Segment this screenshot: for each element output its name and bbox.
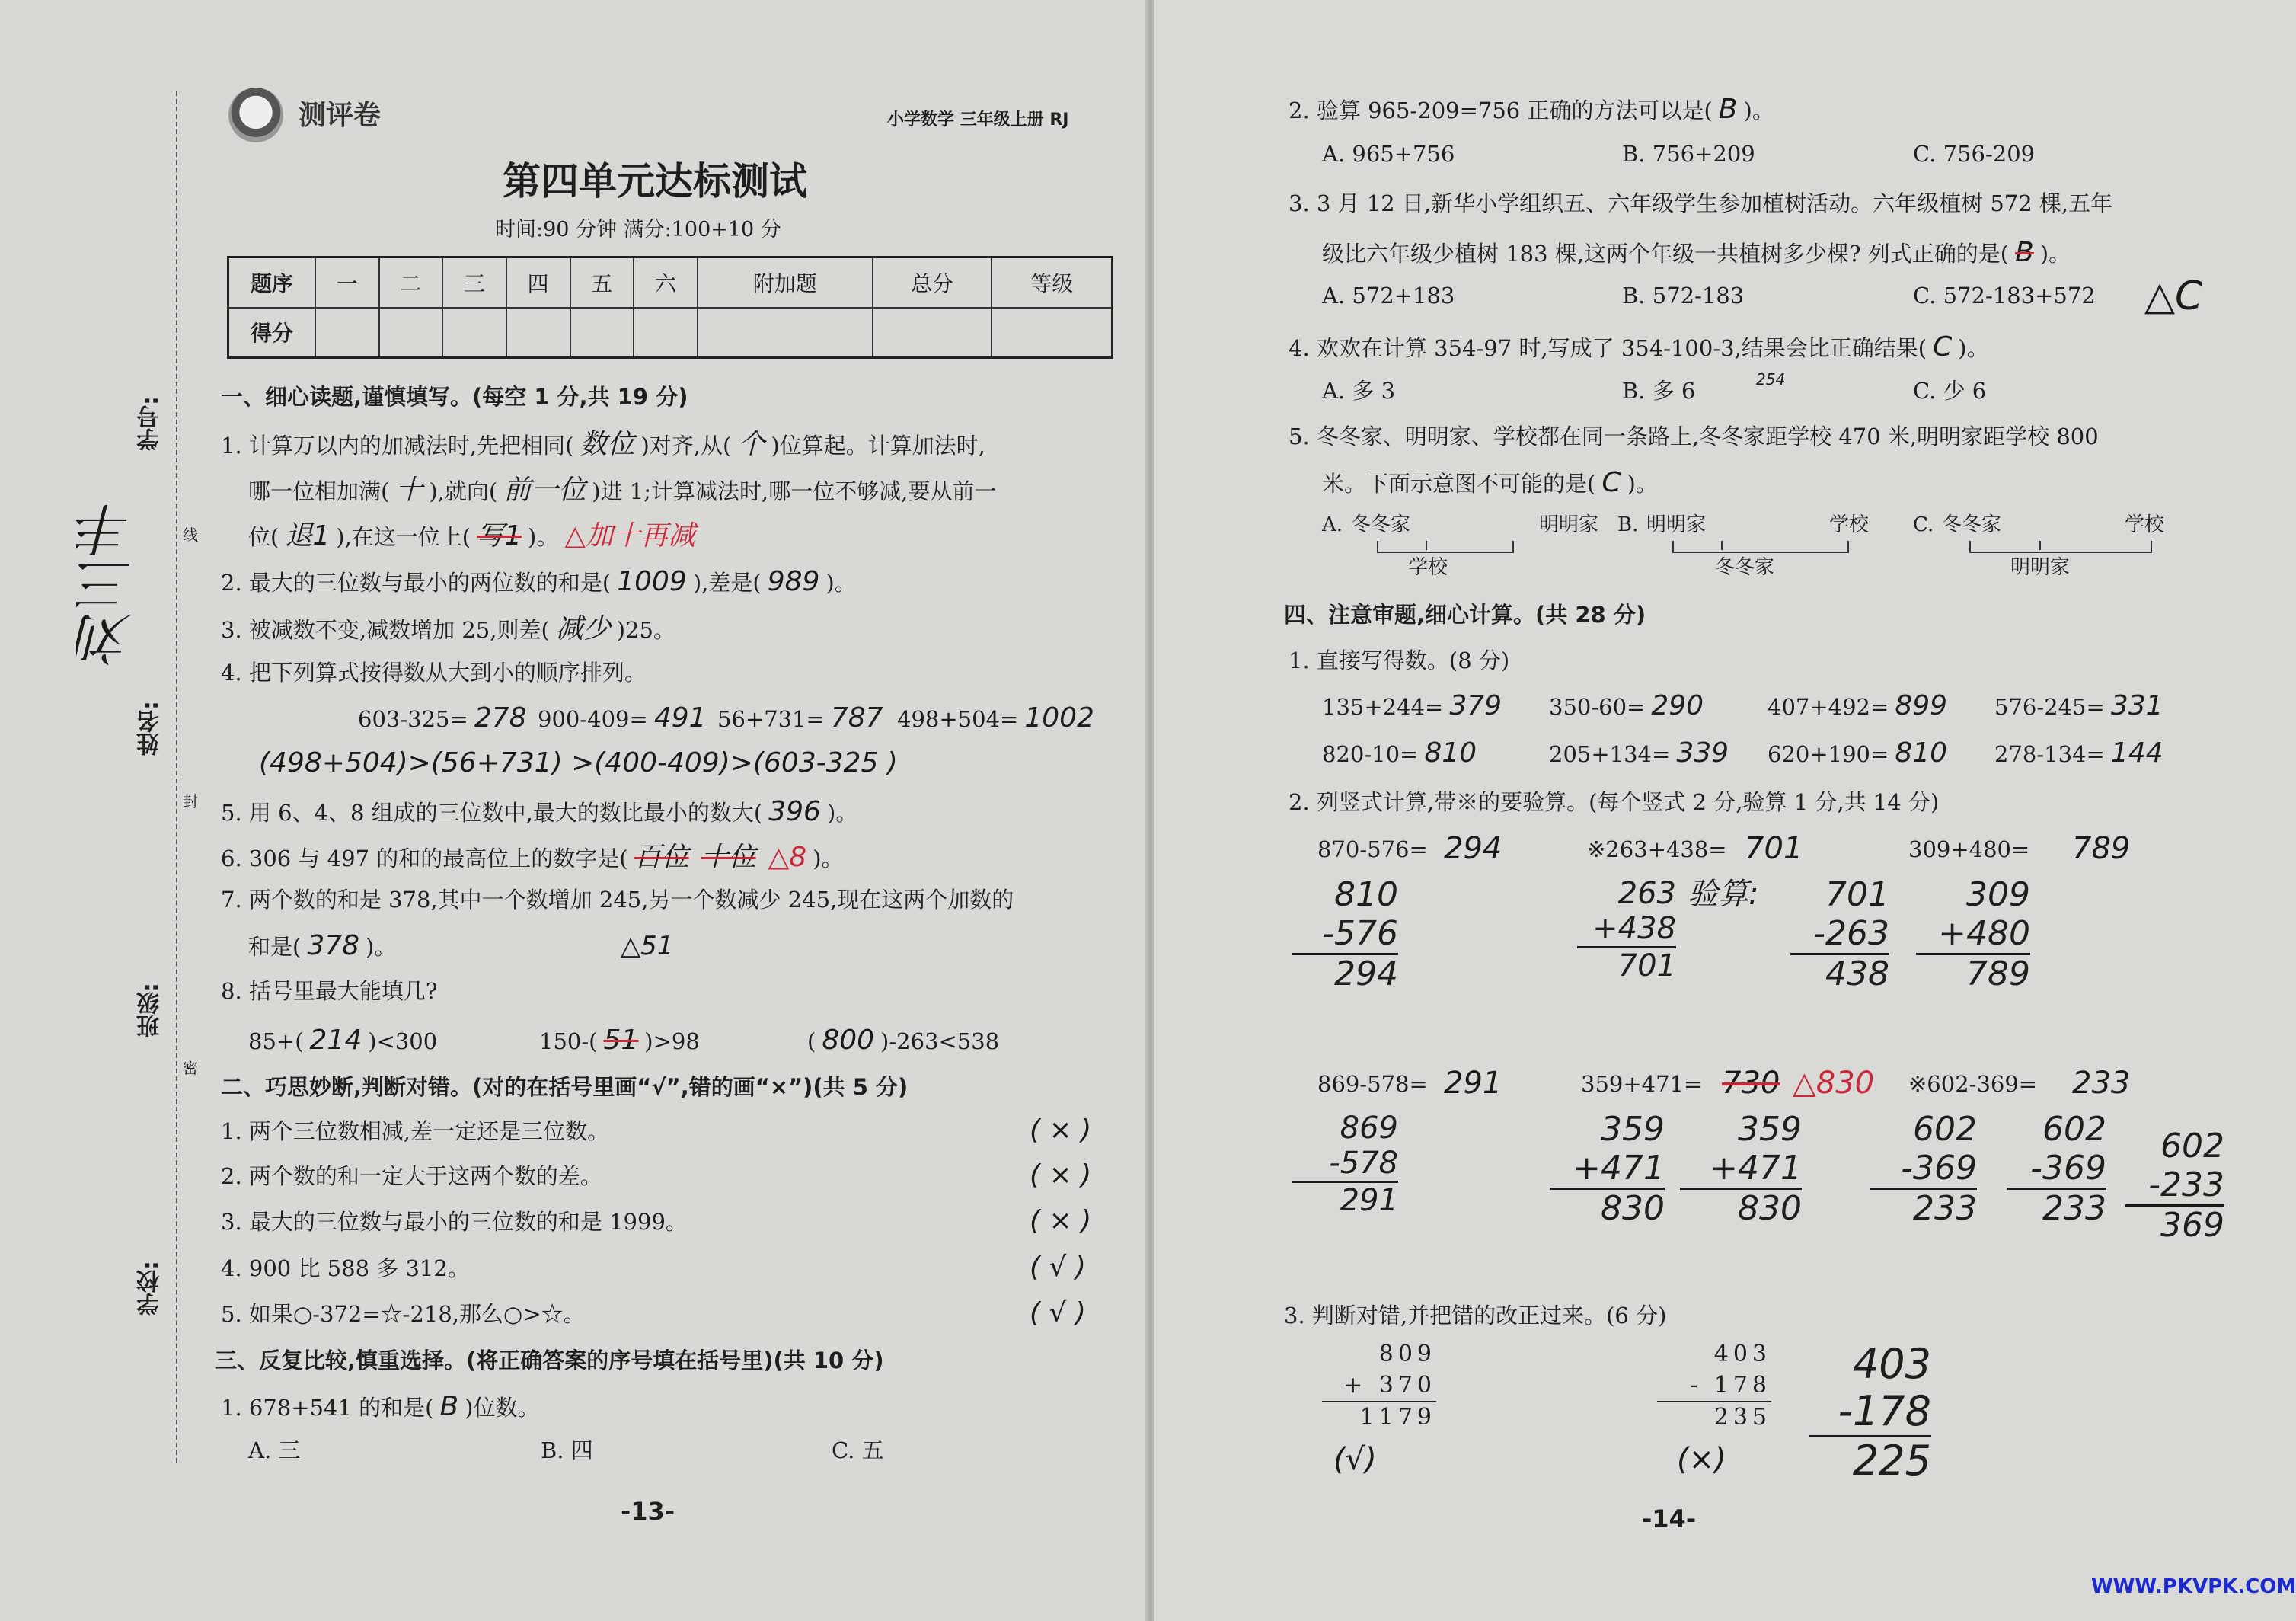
vertical-calc-work: 810 -576 294	[1292, 876, 1398, 994]
oral-calc-item	[1549, 690, 1768, 721]
handwritten-answer: 1009	[617, 566, 687, 597]
exam-subtitle: 时间:90 分钟 满分:100+10 分	[495, 218, 781, 241]
option: C. 少 6	[1913, 378, 1987, 404]
judge-mark: ( × )	[1030, 1205, 1092, 1236]
option: C. 756-209	[1913, 141, 2036, 167]
answer-crossed: 730	[1722, 1066, 1780, 1101]
column-header: 等级	[992, 257, 1112, 308]
answer: 787	[830, 702, 883, 734]
q8-item: ( 800 )-263<538	[807, 1025, 1000, 1056]
s4-p3: 3. 判断对错,并把错的改正过来。(6 分)	[1284, 1303, 1667, 1328]
s3-q5-line1: 5. 冬冬家、明明家、学校都在同一条路上,冬冬家距学校 470 米,明明家距学校 800	[1289, 424, 2099, 449]
q4-expression	[897, 702, 1094, 734]
verify-calc-work: 602 -233 369	[2125, 1127, 2224, 1245]
oral-calc-item	[1549, 737, 1768, 769]
handwritten-answer: 十	[395, 475, 423, 506]
written-calc-prompt: ※602-369=	[1908, 1071, 2038, 1097]
answer: 491	[653, 702, 707, 734]
printed-calc-2: 403 - 178 235	[1657, 1339, 1771, 1434]
row-header: 得分	[228, 308, 316, 358]
diagram-label: B.	[1617, 513, 1639, 536]
s3-q4: 4. 欢欢在计算 354-97 时,写成了 354-100-3,结果会比正确结果( C )。	[1289, 331, 1989, 363]
q4-expr: 900-409=	[538, 706, 648, 732]
handwritten-answer: 退1	[285, 520, 331, 552]
s3-q3-line1: 3. 3 月 12 日,新华小学组织五、六年级学生参加植树活动。六年级植树 572 棵,五年	[1289, 190, 2113, 216]
column-header: 五	[570, 257, 634, 308]
s1-q8: 8. 括号里最大能填几?	[221, 978, 438, 1004]
oral-calc: 205+134=	[1549, 741, 1671, 767]
verify-label: 验算:	[1688, 877, 1759, 912]
place-label: 冬冬家	[1351, 513, 1411, 536]
handwritten-answer: B	[2015, 237, 2034, 268]
place-label: 学校	[1408, 556, 1448, 579]
score-table-score-row	[228, 308, 1113, 358]
column-header: 一	[315, 257, 379, 308]
row-header: 题序	[228, 257, 316, 308]
score-cell	[442, 308, 506, 358]
s1-q4: 4. 把下列算式按得数从大到小的顺序排列。	[221, 660, 647, 686]
s1-q1-line2: 哪一位相加满( 十 ),就向( 前一位 )进 1;计算减法时,哪一位不够减,要从前一	[248, 475, 997, 506]
correction: △830	[1793, 1066, 1875, 1101]
watermark: WWW.PKVPK.COM	[2091, 1575, 2296, 1598]
s1-q2: 2. 最大的三位数与最小的两位数的和是( 1009 ),差是( 989 )。	[221, 566, 857, 597]
s1-q1-line3: 位( 退1 ),在这一位上( 写1 )。 △加十再减	[248, 520, 701, 552]
judge-mark: ( √ )	[1030, 1252, 1086, 1283]
option: C. 572-183+572	[1913, 283, 2096, 309]
section3-heading: 三、反复比较,慎重选择。(将正确答案的序号填在括号里)(共 10 分)	[215, 1348, 884, 1373]
column-header: 四	[506, 257, 570, 308]
option: A. 多 3	[1322, 378, 1396, 404]
section2-heading: 二、巧思妙断,判断对错。(对的在括号里画“√”,错的画“×”)(共 5 分)	[221, 1074, 909, 1100]
s1-q5: 5. 用 6、4、8 组成的三位数中,最大的数比最小的数大( 396 )。	[221, 796, 858, 827]
judge-mark: (√)	[1333, 1442, 1377, 1477]
scratch-note: △51	[621, 931, 674, 961]
q4-expression-row	[358, 702, 1094, 734]
oral-calc: 135+244=	[1322, 694, 1444, 720]
answer: 233	[2072, 1066, 2131, 1101]
handwritten-answer: 百位	[634, 842, 689, 873]
vertical-calc-work: 869 -578 291	[1292, 1111, 1398, 1218]
handwritten-answer: B	[439, 1391, 459, 1422]
written-calc-prompt: ※263+438=	[1587, 836, 1727, 862]
road-line	[1969, 541, 2152, 553]
answer: 339	[1676, 737, 1729, 769]
column-header: 总分	[873, 257, 992, 308]
vertical-calc-work: 309 +480 789	[1916, 876, 2030, 994]
school-label: 学校:	[137, 1261, 164, 1316]
handwritten-answer: 51	[603, 1025, 639, 1056]
verify-calc-work: 602 -369 233	[2007, 1111, 2106, 1229]
option: B. 756+209	[1622, 141, 1755, 167]
q4-expression	[358, 702, 538, 734]
handwritten-answer: 396	[768, 796, 821, 827]
column-header: 二	[379, 257, 443, 308]
q8-item: 150-( 51 )>98	[539, 1025, 700, 1056]
column-header: 三	[442, 257, 506, 308]
handwritten-answer: △加十再减	[564, 520, 696, 552]
answer: 291	[1444, 1066, 1502, 1101]
diagram-label: A.	[1322, 513, 1343, 536]
answer: 290	[1651, 690, 1704, 721]
handwritten-answer: 前一位	[503, 475, 586, 506]
s3-q1: 1. 678+541 的和是( B )位数。	[221, 1391, 540, 1422]
oral-calc-row	[1322, 690, 2215, 721]
answer: 810	[1895, 737, 1948, 769]
s1-q6: 6. 306 与 497 的和的最高位上的数字是( 百位 十位 △8 )。	[221, 842, 844, 873]
verify-calc-work: 701 -263 438	[1790, 876, 1889, 994]
student-id-label: 学号:	[137, 396, 164, 451]
answer-order: (498+504)>(56+731) >(400-409)>(603-325 )	[259, 747, 898, 779]
handwritten-answer: 数位	[580, 429, 635, 460]
vertical-calc-work: 263 +438 701	[1577, 876, 1676, 983]
place-label: 明明家	[1646, 513, 1707, 536]
handwritten-student-name: 刘三丰	[77, 503, 141, 667]
answer: 789	[2072, 831, 2131, 866]
brand-name: 测评卷	[299, 100, 382, 131]
q4-expression	[538, 702, 717, 734]
oral-calc: 820-10=	[1322, 741, 1419, 767]
oral-calc-item	[1768, 690, 1994, 721]
handwritten-answer: 写1	[477, 520, 522, 552]
judge-mark: ( √ )	[1030, 1297, 1086, 1328]
page-number: -13-	[621, 1497, 675, 1526]
handwritten-answer: △8	[768, 842, 807, 873]
column-header: 六	[634, 257, 698, 308]
oral-calc-item	[1768, 737, 1994, 769]
place-label: 冬冬家	[1715, 556, 1775, 579]
q4-expr: 56+731=	[717, 706, 825, 732]
oral-calc-item	[1322, 737, 1549, 769]
place-label: 明明家	[1539, 513, 1599, 536]
place-label: 冬冬家	[1942, 513, 2002, 536]
margin-mark: 密	[183, 1059, 198, 1077]
score-table	[227, 256, 1113, 359]
option: B. 572-183	[1622, 283, 1745, 309]
oral-calc: 620+190=	[1768, 741, 1889, 767]
place-label: 学校	[2125, 513, 2165, 536]
option: B. 多 6	[1622, 378, 1696, 404]
vertical-calc-work: 602 -369 233	[1870, 1111, 1977, 1229]
s1-q7-line1: 7. 两个数的和是 378,其中一个数增加 245,另一个数减少 245,现在这两个加数的	[221, 887, 1014, 913]
q4-expression	[717, 702, 897, 734]
oral-calc: 576-245=	[1994, 694, 2105, 720]
handwritten-answer: 减少	[555, 613, 611, 644]
score-cell	[379, 308, 443, 358]
handwritten-answer: 378	[307, 930, 360, 961]
oral-calc-item	[1994, 737, 2215, 769]
answer: 899	[1895, 690, 1948, 721]
subject-info: 小学数学 三年级上册 RJ	[887, 110, 1069, 129]
answer: 144	[2110, 737, 2163, 769]
correction-calc-work: 403 -178 225	[1809, 1341, 1931, 1485]
handwritten-answer: 214	[309, 1025, 362, 1056]
oral-calc: 278-134=	[1994, 741, 2105, 767]
s3-q5-line2: 米。下面示意图不可能的是( C )。	[1322, 467, 1658, 498]
q4-expr: 603-325=	[358, 706, 468, 732]
vertical-calc-work: 359 +471 830	[1680, 1111, 1802, 1229]
road-line	[1377, 541, 1514, 553]
judge-item: 5. 如果○-372=☆-218,那么○>☆。	[221, 1301, 586, 1327]
written-calc-prompt: 359+471=	[1581, 1071, 1703, 1097]
margin-mark: 封	[183, 792, 198, 810]
s3-q3-line2: 级比六年级少植树 183 棵,这两个年级一共植树多少棵? 列式正确的是( B )。	[1322, 237, 2071, 268]
oral-calc: 350-60=	[1549, 694, 1646, 720]
option: A. 965+756	[1322, 141, 1455, 167]
judge-mark: ( × )	[1030, 1159, 1092, 1191]
judge-mark: (×)	[1677, 1442, 1726, 1477]
printed-calc-1: 809 + 370 1179	[1322, 1339, 1436, 1434]
place-label: 学校	[1829, 513, 1870, 536]
column-header: 附加题	[698, 257, 873, 308]
handwritten-answer: 800	[822, 1025, 875, 1056]
score-cell	[570, 308, 634, 358]
s4-p1: 1. 直接写得数。(8 分)	[1289, 647, 1510, 673]
option: B. 四	[541, 1437, 593, 1463]
right-page	[1154, 0, 2296, 1621]
s1-q3: 3. 被减数不变,减数增加 25,则差( 减少 )25。	[221, 613, 676, 644]
scratch-note: 254	[1756, 370, 1786, 388]
diagram-label: C.	[1913, 513, 1934, 536]
answer: 379	[1449, 690, 1502, 721]
score-cell	[315, 308, 379, 358]
answer: 278	[474, 702, 527, 734]
handwritten-answer: B	[1718, 94, 1738, 125]
binding-dashed-line	[176, 91, 177, 1463]
judge-item: 2. 两个数的和一定大于这两个数的差。	[221, 1163, 602, 1189]
option: C. 五	[832, 1437, 884, 1463]
vertical-calc-work: 359 +471 830	[1550, 1111, 1665, 1229]
oral-calc: 407+492=	[1768, 694, 1889, 720]
answer: 810	[1424, 737, 1477, 769]
judge-mark: ( × )	[1030, 1114, 1092, 1146]
handwritten-answer: C	[1601, 467, 1621, 498]
judge-item: 3. 最大的三位数与最小的三位数的和是 1999。	[221, 1209, 688, 1235]
score-cell	[873, 308, 992, 358]
handwritten-answer: 十位	[701, 842, 756, 873]
handwritten-answer: 个	[737, 429, 765, 460]
score-cell	[698, 308, 873, 358]
handwritten-answer: C	[1933, 331, 1953, 363]
score-cell	[506, 308, 570, 358]
name-label: 姓名:	[137, 701, 164, 756]
answer: 701	[1745, 831, 1803, 866]
q8-item: 85+( 214 )<300	[248, 1025, 438, 1056]
option: A. 三	[248, 1437, 301, 1463]
score-table-header-row	[228, 257, 1113, 308]
s1-q7-line2: 和是( 378 )。	[248, 930, 397, 961]
road-line	[1672, 541, 1849, 553]
oral-calc-item	[1322, 690, 1549, 721]
page-number: -14-	[1642, 1504, 1697, 1533]
written-calc-prompt: 309+480=	[1908, 836, 2030, 862]
judge-item: 1. 两个三位数相减,差一定还是三位数。	[221, 1118, 610, 1144]
margin-mark: 线	[183, 526, 198, 544]
score-cell	[992, 308, 1112, 358]
judge-item: 4. 900 比 588 多 312。	[221, 1255, 470, 1281]
s1-q1-line1: 1. 计算万以内的加减法时,先把相同( 数位 )对齐,从( 个 )位算起。计算加法时,	[221, 429, 985, 460]
s4-p2: 2. 列竖式计算,带※的要验算。(每个竖式 2 分,验算 1 分,共 14 分)	[1289, 789, 1940, 815]
s3-q2: 2. 验算 965-209=756 正确的方法可以是( B )。	[1289, 94, 1774, 125]
answer: 294	[1444, 831, 1502, 866]
score-cell	[634, 308, 698, 358]
option: A. 572+183	[1322, 283, 1455, 309]
section1-heading: 一、细心读题,谨慎填写。(每空 1 分,共 19 分)	[221, 384, 688, 410]
class-label: 班级:	[137, 983, 164, 1038]
written-calc-prompt: 869-578=	[1317, 1071, 1428, 1097]
correction: △C	[2144, 273, 2203, 319]
answer: 1002	[1024, 702, 1094, 734]
written-calc-prompt: 870-576=	[1317, 836, 1428, 862]
mascot-logo-icon	[228, 88, 283, 142]
oral-calc-row	[1322, 737, 2215, 769]
answer: 331	[2110, 690, 2163, 721]
page-title: 第四单元达标测试	[503, 158, 807, 203]
oral-calc-item	[1994, 690, 2215, 721]
handwritten-answer: 989	[767, 566, 820, 597]
place-label: 明明家	[2010, 556, 2071, 579]
section4-heading: 四、注意审题,细心计算。(共 28 分)	[1284, 602, 1646, 628]
q4-expr: 498+504=	[897, 706, 1019, 732]
